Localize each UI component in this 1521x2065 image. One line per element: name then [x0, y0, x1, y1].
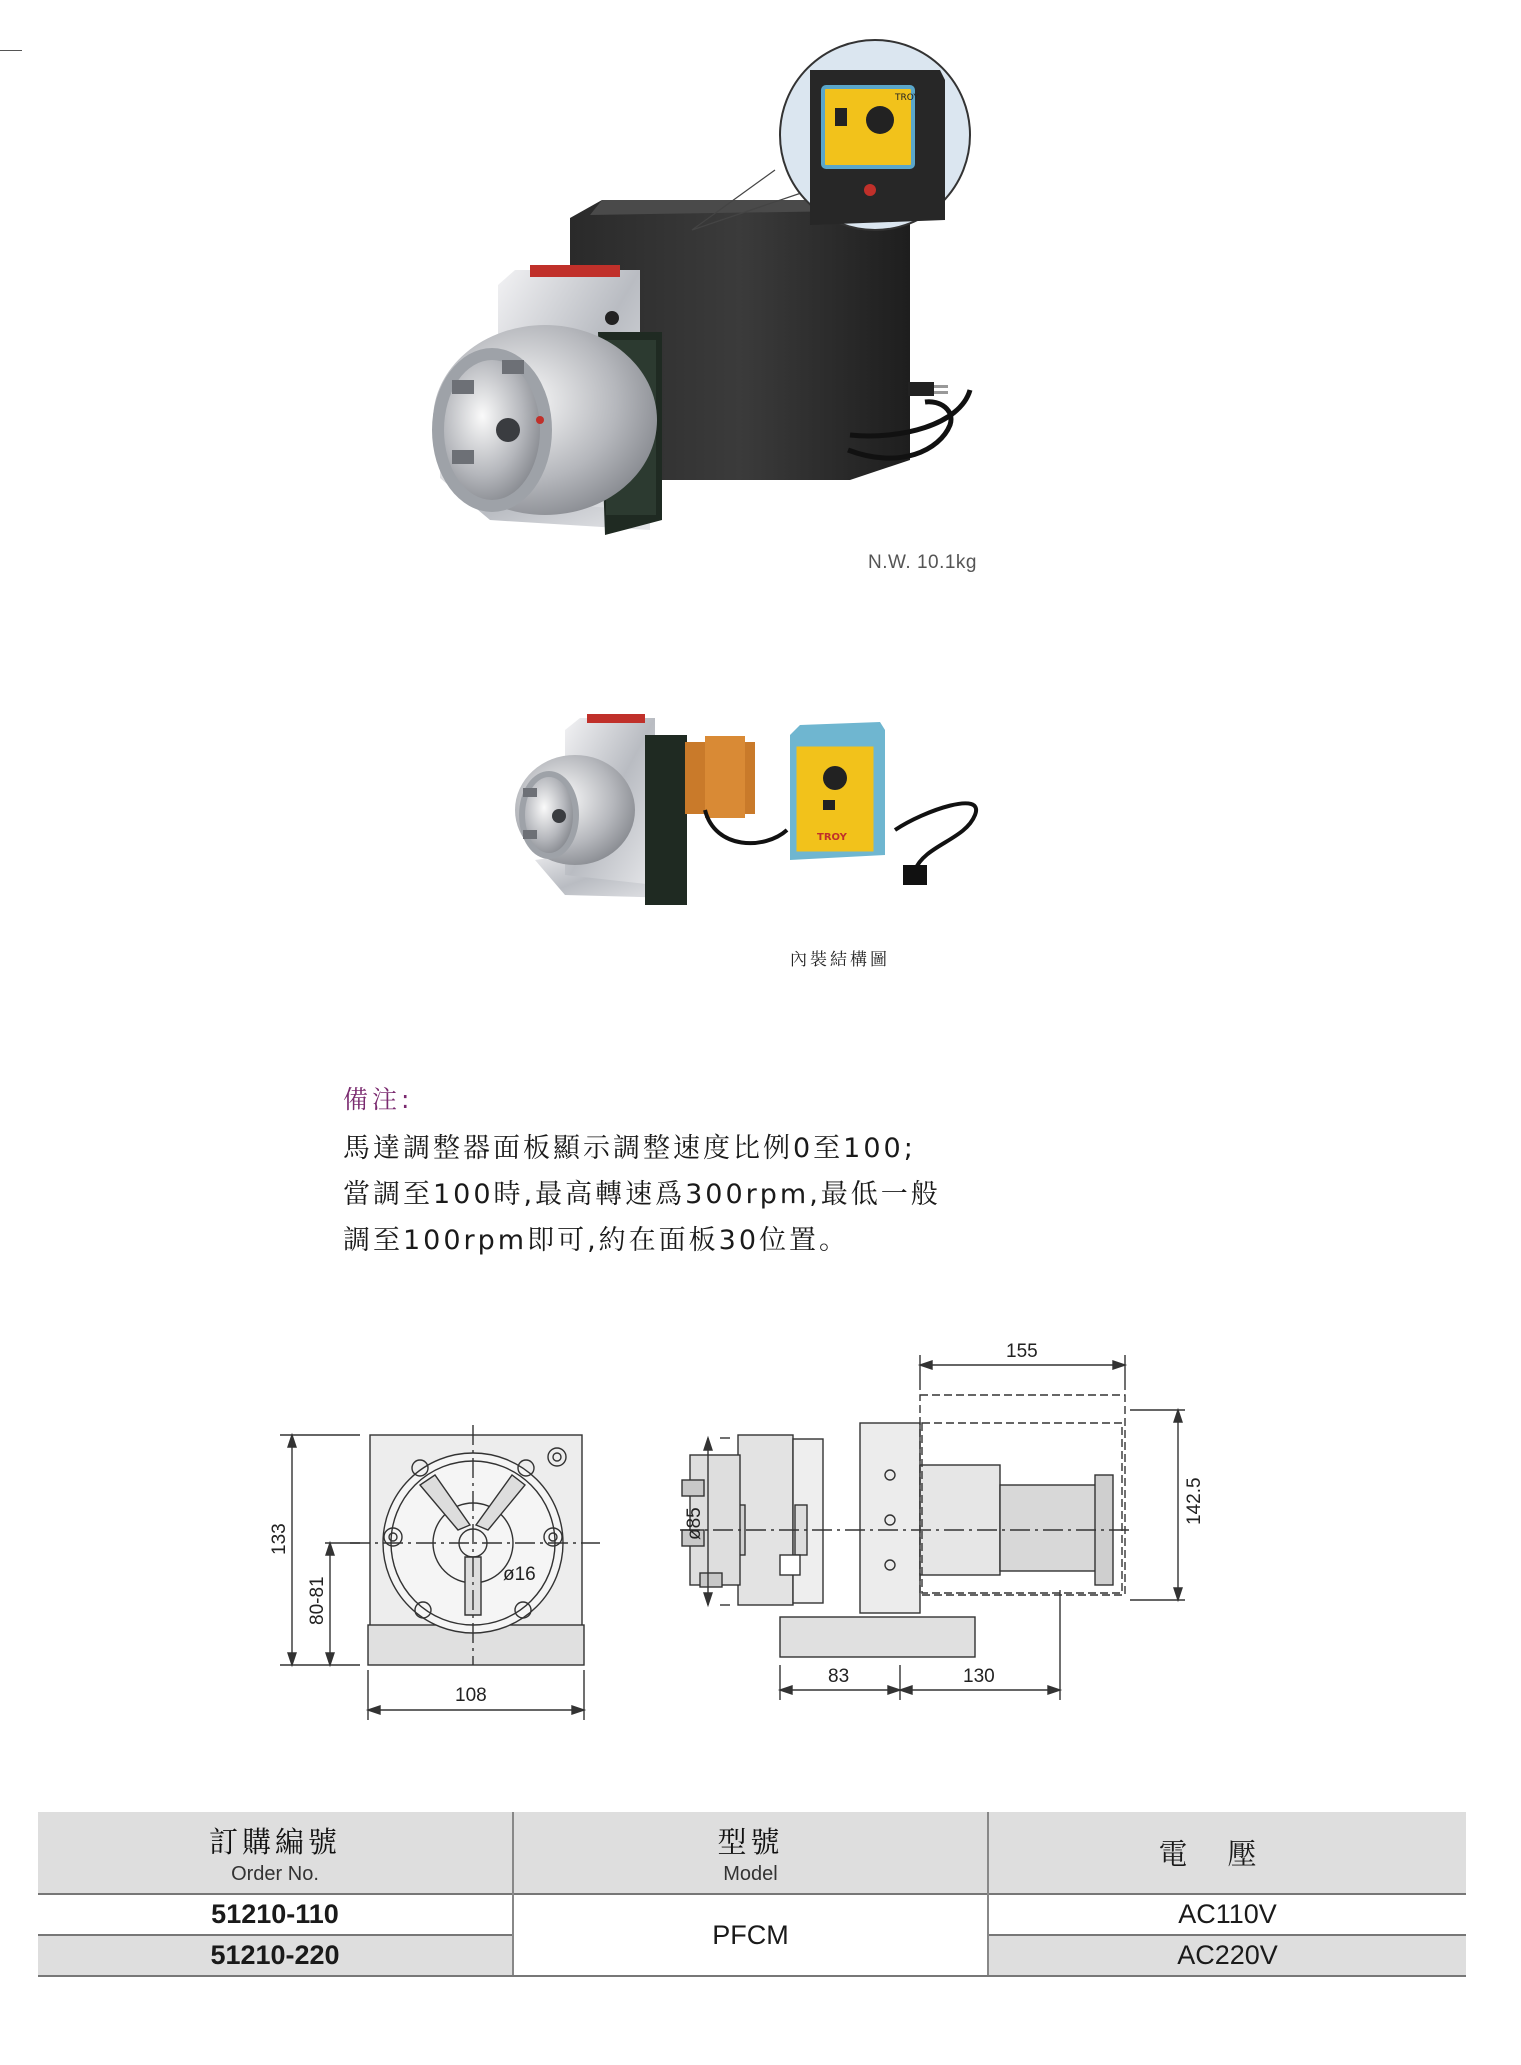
- technical-drawing: [250, 1325, 1330, 1785]
- net-weight-label: N.W. 10.1kg: [868, 552, 977, 573]
- header-order-zh: 訂購編號: [208, 1824, 341, 1859]
- dim-base-len: 83: [828, 1666, 850, 1687]
- header-model: [513, 1812, 988, 1894]
- header-order-no: [38, 1812, 513, 1894]
- panel-brand-text: TROY: [895, 93, 919, 103]
- dim-motor-body-len: 130: [963, 1666, 995, 1687]
- dim-motor-height: 142.5: [1184, 1477, 1205, 1525]
- product-photo-internal: [505, 670, 985, 915]
- internal-structure-caption: 內裝結構圖: [790, 950, 890, 970]
- model-cell: PFCM: [513, 1894, 988, 1976]
- controller-brand-text: TROY: [817, 832, 847, 843]
- order-cell: 51210-220: [38, 1935, 513, 1976]
- dim-height-center: 80-81: [307, 1576, 328, 1625]
- header-voltage: [988, 1812, 1466, 1894]
- header-order-en: Order No.: [231, 1862, 319, 1885]
- remark-block: [343, 1080, 1043, 1264]
- dim-bore: ø16: [503, 1564, 536, 1585]
- voltage-cell: AC220V: [988, 1935, 1466, 1976]
- dim-motor-len: 155: [1006, 1341, 1038, 1362]
- table-row: [38, 1894, 1466, 1935]
- dim-height-total: 133: [269, 1523, 290, 1555]
- product-photo-main: [380, 30, 1200, 590]
- table-header-row: [38, 1812, 1466, 1894]
- header-voltage-zh: 電壓: [1158, 1837, 1297, 1871]
- header-model-zh: 型號: [717, 1824, 784, 1859]
- corner-mark: [0, 50, 22, 51]
- header-model-en: Model: [723, 1862, 778, 1885]
- spec-table: [38, 1812, 1466, 1977]
- side-view: [680, 1355, 1185, 1700]
- dim-width-front: 108: [455, 1685, 487, 1706]
- dim-chuck-dia: ø85: [684, 1507, 705, 1540]
- voltage-cell: AC110V: [988, 1894, 1466, 1935]
- remark-line: 馬達調整器面板顯示調整速度比例0至100;: [343, 1133, 916, 1164]
- remark-title: 備注:: [343, 1085, 414, 1114]
- remark-line: 調至100rpm即可,約在面板30位置。: [343, 1225, 850, 1256]
- front-view: [280, 1425, 600, 1720]
- remark-line: 當調至100時,最高轉速爲300rpm,最低一般: [343, 1179, 941, 1210]
- order-cell: 51210-110: [38, 1894, 513, 1935]
